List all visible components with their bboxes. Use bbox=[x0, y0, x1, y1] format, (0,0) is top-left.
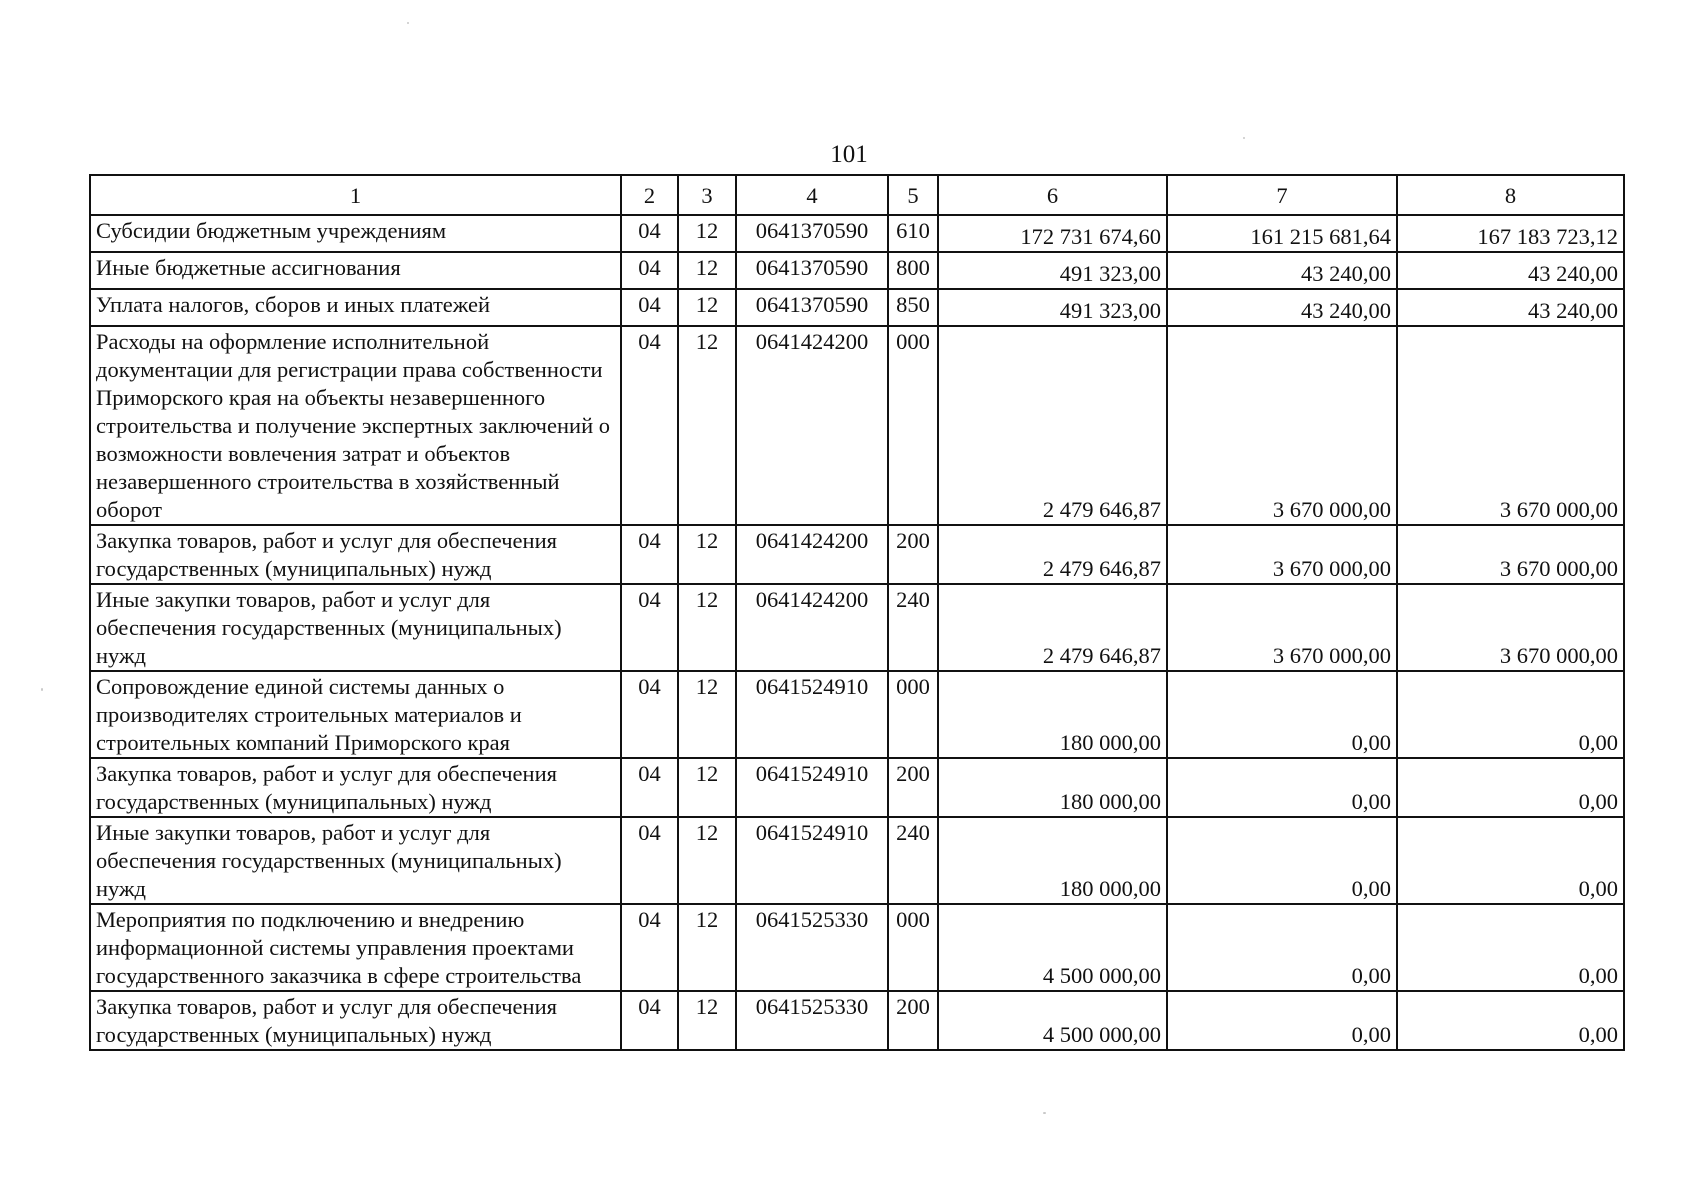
expense-type-code: 200 bbox=[888, 758, 938, 817]
amount-col-6: 180 000,00 bbox=[938, 817, 1167, 904]
expense-type-code: 200 bbox=[888, 991, 938, 1050]
section-code: 04 bbox=[621, 584, 678, 671]
amount-col-7: 3 670 000,00 bbox=[1167, 584, 1397, 671]
header-cell-5: 5 bbox=[888, 175, 938, 215]
table-row bbox=[90, 289, 1624, 326]
amount-col-6: 172 731 674,60 bbox=[938, 215, 1167, 252]
amount-col-8: 43 240,00 bbox=[1397, 289, 1624, 326]
header-cell-1: 1 bbox=[90, 175, 621, 215]
amount-col-6: 2 479 646,87 bbox=[938, 525, 1167, 584]
amount-col-8: 3 670 000,00 bbox=[1397, 525, 1624, 584]
scan-speck bbox=[407, 22, 409, 24]
scan-speck bbox=[41, 688, 43, 691]
subsection-code: 12 bbox=[678, 758, 736, 817]
table-row bbox=[90, 904, 1624, 991]
target-article-code: 0641370590 bbox=[736, 289, 888, 326]
amount-col-7: 0,00 bbox=[1167, 758, 1397, 817]
amount-col-7: 3 670 000,00 bbox=[1167, 525, 1397, 584]
subsection-code: 12 bbox=[678, 817, 736, 904]
row-name: Расходы на оформление исполнительной документации для регистрации права собственности Приморского края на объекты незавершенного строительства и получение экспертных заключений о возможности вовлечения затрат и объектов незавершенного строительства в хозяйственный оборот bbox=[90, 326, 621, 525]
amount-col-7: 0,00 bbox=[1167, 991, 1397, 1050]
section-code: 04 bbox=[621, 525, 678, 584]
header-cell-8: 8 bbox=[1397, 175, 1624, 215]
subsection-code: 12 bbox=[678, 525, 736, 584]
expense-type-code: 000 bbox=[888, 671, 938, 758]
section-code: 04 bbox=[621, 289, 678, 326]
header-cell-7: 7 bbox=[1167, 175, 1397, 215]
section-code: 04 bbox=[621, 817, 678, 904]
header-cell-4: 4 bbox=[736, 175, 888, 215]
amount-col-7: 3 670 000,00 bbox=[1167, 326, 1397, 525]
target-article-code: 0641370590 bbox=[736, 252, 888, 289]
row-name: Мероприятия по подключению и внедрению информационной системы управления проектами государственного заказчика в сфере строительства bbox=[90, 904, 621, 991]
table-row bbox=[90, 671, 1624, 758]
table-row bbox=[90, 991, 1624, 1050]
expense-type-code: 240 bbox=[888, 817, 938, 904]
amount-col-7: 43 240,00 bbox=[1167, 252, 1397, 289]
section-code: 04 bbox=[621, 326, 678, 525]
expense-type-code: 240 bbox=[888, 584, 938, 671]
target-article-code: 0641525330 bbox=[736, 904, 888, 991]
amount-col-6: 491 323,00 bbox=[938, 289, 1167, 326]
header-cell-3: 3 bbox=[678, 175, 736, 215]
subsection-code: 12 bbox=[678, 215, 736, 252]
amount-col-8: 0,00 bbox=[1397, 904, 1624, 991]
target-article-code: 0641525330 bbox=[736, 991, 888, 1050]
target-article-code: 0641370590 bbox=[736, 215, 888, 252]
amount-col-6: 491 323,00 bbox=[938, 252, 1167, 289]
amount-col-7: 161 215 681,64 bbox=[1167, 215, 1397, 252]
row-name: Субсидии бюджетным учреждениям bbox=[90, 215, 621, 252]
section-code: 04 bbox=[621, 904, 678, 991]
amount-col-8: 3 670 000,00 bbox=[1397, 326, 1624, 525]
table-row bbox=[90, 215, 1624, 252]
subsection-code: 12 bbox=[678, 584, 736, 671]
subsection-code: 12 bbox=[678, 671, 736, 758]
row-name: Иные закупки товаров, работ и услуг для обеспечения государственных (муниципальных) нужд bbox=[90, 584, 621, 671]
amount-col-8: 0,00 bbox=[1397, 817, 1624, 904]
expense-type-code: 800 bbox=[888, 252, 938, 289]
amount-col-8: 167 183 723,12 bbox=[1397, 215, 1624, 252]
row-name: Иные закупки товаров, работ и услуг для обеспечения государственных (муниципальных) нужд bbox=[90, 817, 621, 904]
expense-type-code: 000 bbox=[888, 904, 938, 991]
header-cell-2: 2 bbox=[621, 175, 678, 215]
target-article-code: 0641524910 bbox=[736, 758, 888, 817]
target-article-code: 0641424200 bbox=[736, 326, 888, 525]
row-name: Иные бюджетные ассигнования bbox=[90, 252, 621, 289]
target-article-code: 0641424200 bbox=[736, 584, 888, 671]
amount-col-8: 3 670 000,00 bbox=[1397, 584, 1624, 671]
amount-col-6: 4 500 000,00 bbox=[938, 904, 1167, 991]
amount-col-7: 0,00 bbox=[1167, 671, 1397, 758]
row-name: Закупка товаров, работ и услуг для обеспечения государственных (муниципальных) нужд bbox=[90, 758, 621, 817]
budget-table bbox=[89, 174, 1625, 1051]
amount-col-8: 43 240,00 bbox=[1397, 252, 1624, 289]
expense-type-code: 200 bbox=[888, 525, 938, 584]
page-number: 101 bbox=[830, 141, 868, 168]
table-row bbox=[90, 758, 1624, 817]
scan-speck bbox=[1043, 1112, 1046, 1114]
target-article-code: 0641424200 bbox=[736, 525, 888, 584]
amount-col-7: 0,00 bbox=[1167, 817, 1397, 904]
amount-col-6: 180 000,00 bbox=[938, 671, 1167, 758]
section-code: 04 bbox=[621, 252, 678, 289]
row-name: Закупка товаров, работ и услуг для обеспечения государственных (муниципальных) нужд bbox=[90, 991, 621, 1050]
amount-col-7: 43 240,00 bbox=[1167, 289, 1397, 326]
subsection-code: 12 bbox=[678, 326, 736, 525]
header-row bbox=[90, 175, 1624, 215]
amount-col-8: 0,00 bbox=[1397, 758, 1624, 817]
amount-col-8: 0,00 bbox=[1397, 671, 1624, 758]
amount-col-6: 4 500 000,00 bbox=[938, 991, 1167, 1050]
subsection-code: 12 bbox=[678, 991, 736, 1050]
expense-type-code: 000 bbox=[888, 326, 938, 525]
section-code: 04 bbox=[621, 991, 678, 1050]
table-row bbox=[90, 525, 1624, 584]
section-code: 04 bbox=[621, 215, 678, 252]
expense-type-code: 610 bbox=[888, 215, 938, 252]
row-name: Сопровождение единой системы данных о производителях строительных материалов и строительных компаний Приморского края bbox=[90, 671, 621, 758]
header-cell-6: 6 bbox=[938, 175, 1167, 215]
subsection-code: 12 bbox=[678, 289, 736, 326]
table-row bbox=[90, 584, 1624, 671]
section-code: 04 bbox=[621, 758, 678, 817]
amount-col-6: 180 000,00 bbox=[938, 758, 1167, 817]
table-row bbox=[90, 817, 1624, 904]
table-row bbox=[90, 326, 1624, 525]
subsection-code: 12 bbox=[678, 904, 736, 991]
amount-col-6: 2 479 646,87 bbox=[938, 326, 1167, 525]
row-name: Закупка товаров, работ и услуг для обеспечения государственных (муниципальных) нужд bbox=[90, 525, 621, 584]
amount-col-8: 0,00 bbox=[1397, 991, 1624, 1050]
section-code: 04 bbox=[621, 671, 678, 758]
amount-col-7: 0,00 bbox=[1167, 904, 1397, 991]
scan-speck bbox=[1243, 137, 1245, 139]
target-article-code: 0641524910 bbox=[736, 817, 888, 904]
table-row bbox=[90, 252, 1624, 289]
amount-col-6: 2 479 646,87 bbox=[938, 584, 1167, 671]
row-name: Уплата налогов, сборов и иных платежей bbox=[90, 289, 621, 326]
target-article-code: 0641524910 bbox=[736, 671, 888, 758]
expense-type-code: 850 bbox=[888, 289, 938, 326]
subsection-code: 12 bbox=[678, 252, 736, 289]
